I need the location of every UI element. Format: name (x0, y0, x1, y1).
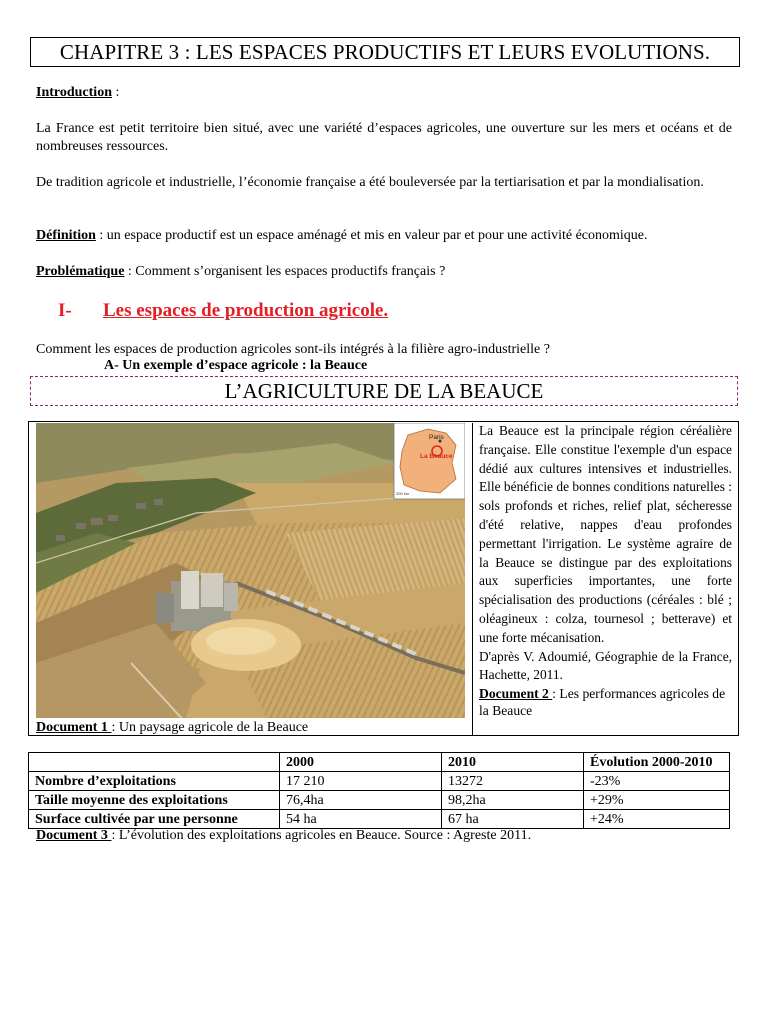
problematique (36, 263, 732, 281)
introduction-label: Introduction (36, 85, 112, 100)
problematique-label: Problématique (36, 264, 125, 279)
table-cell: 17 210 (280, 772, 442, 791)
document-2-caption (479, 685, 732, 719)
document-3-caption (36, 828, 531, 844)
column-divider (472, 423, 473, 736)
document-3-text: : L’évolution des exploitations agricoles en Beauce. Source : Agreste 2011. (111, 828, 532, 843)
document-1-caption (36, 720, 308, 736)
table-row (29, 772, 730, 791)
part-title: Les espaces de production agricole. (103, 300, 389, 321)
aerial-photo-illustration (36, 423, 465, 718)
document-2-label: Document 2 (479, 686, 553, 702)
intro-paragraph-2: De tradition agricole et industrielle, l’économie française a été bouleversée par la tertiarisation et par la mondialisation. (36, 175, 704, 190)
document-2-source: D'après V. Adoumié, Géographie de la France, Hachette, 2011. (479, 648, 732, 683)
map-label-paris: Paris (429, 434, 444, 441)
definition-label: Définition (36, 228, 96, 243)
table-header-cell: 2000 (280, 753, 442, 772)
document-1-label: Document 1 (36, 720, 112, 735)
table-row-label: Surface cultivée par une personne (29, 810, 280, 829)
map-scale: 200 km (396, 491, 410, 496)
intro-paragraph-1: La France est petit territoire bien situé, avec une variété d’espaces agricoles, une ouverture sur les mers et océans et de nombreuses ressources. (36, 121, 732, 154)
document-3-label: Document 3 (36, 828, 112, 843)
definition (36, 227, 732, 245)
table-row-label: Nombre d’exploitations (29, 772, 280, 791)
table-header-row (29, 753, 730, 772)
introduction-suffix: : (111, 85, 120, 100)
table-cell: 98,2ha (442, 791, 584, 810)
table-header-cell: Évolution 2000-2010 (584, 753, 730, 772)
map-label-region: La Beauce (420, 453, 453, 460)
exploitations-table (28, 752, 730, 829)
beauce-aerial-photo (36, 423, 465, 718)
table-cell: 54 ha (280, 810, 442, 829)
france-inset-map (394, 423, 465, 499)
document-2-text: La Beauce est la principale région céréalière française. Elle constitue l'exemple d'un espace dédié aux cultures intensives et industrielles. Elle bénéficie de bonnes conditions naturelles : sols profonds et riches, relief plat, sécheresse d'été relative, nappes d'eau profondes permettant l'irrigation. Le système agraire de la Beauce se distingue par des exploitations aux superficies importantes, une forte spécialisation des productions (céréales : blé ; oléagineux : colza, tournesol ; betterave) et une forte mécanisation. (479, 423, 732, 645)
part-question: Comment les espaces de production agricoles sont-ils intégrés à la filière agro-industrielle ? (36, 342, 550, 357)
definition-text: : un espace productif est un espace aménagé et mis en valeur par et pour une activité économique. (95, 228, 648, 243)
chapter-title: CHAPITRE 3 : LES ESPACES PRODUCTIFS ET LEURS EVOLUTIONS. (30, 37, 740, 67)
document-1-text: : Un paysage agricole de la Beauce (111, 720, 309, 735)
table-header-cell (29, 753, 280, 772)
table-row (29, 810, 730, 829)
part-number: I- (58, 300, 72, 321)
problematique-text: : Comment s’organisent les espaces productifs français ? (124, 264, 446, 279)
introduction-heading (36, 84, 732, 102)
table-cell: 67 ha (442, 810, 584, 829)
table-cell: +29% (584, 791, 730, 810)
table-cell: 13272 (442, 772, 584, 791)
table-cell: 76,4ha (280, 791, 442, 810)
table-row-label: Taille moyenne des exploitations (29, 791, 280, 810)
section-title: L’AGRICULTURE DE LA BEAUCE (30, 376, 738, 406)
document-2-caption-text: : Les performances agricoles de la Beauce (479, 686, 726, 719)
table-header-cell: 2010 (442, 753, 584, 772)
table-cell: +24% (584, 810, 730, 829)
table-cell: -23% (584, 772, 730, 791)
table-row (29, 791, 730, 810)
document-2 (479, 422, 732, 719)
subsection-title: A- Un exemple d’espace agricole : la Beauce (104, 358, 368, 373)
